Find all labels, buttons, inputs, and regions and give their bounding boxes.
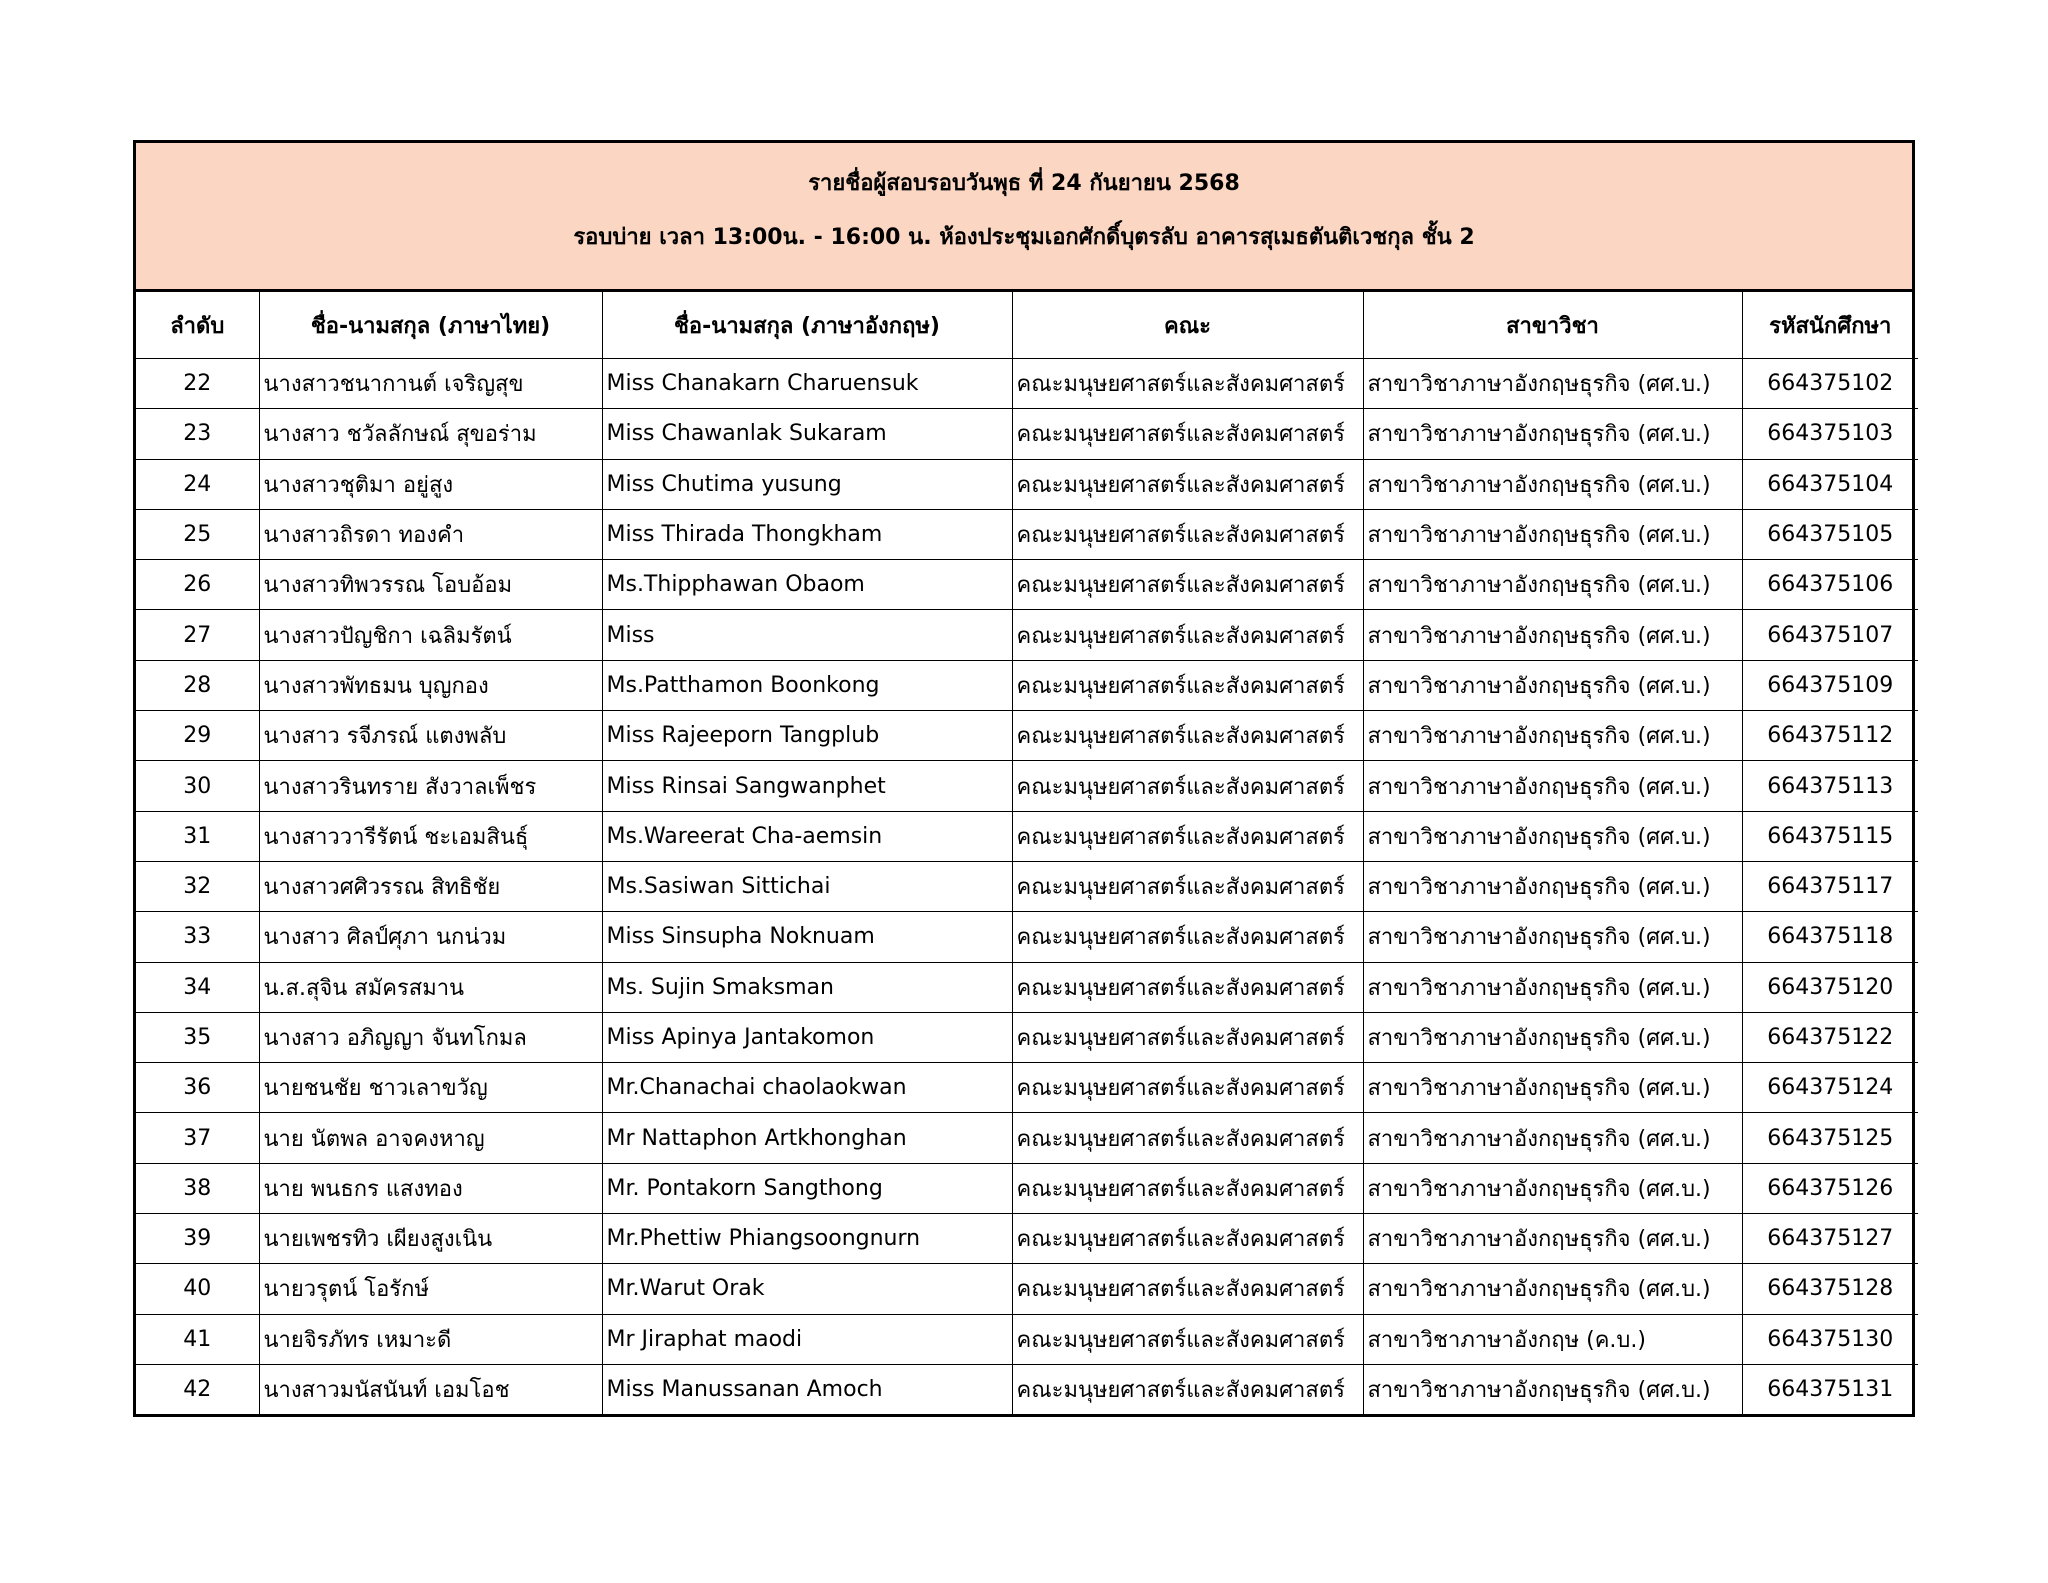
cell-major: สาขาวิชาภาษาอังกฤษธุรกิจ (ศศ.บ.) (1363, 1364, 1742, 1414)
cell-student-id: 664375112 (1742, 711, 1918, 761)
cell-name-th: นางสาว รจีภรณ์ แตงพลับ (259, 711, 602, 761)
cell-name-en: Mr Jiraphat maodi (602, 1314, 1012, 1364)
cell-no: 26 (136, 560, 259, 610)
cell-faculty: คณะมนุษยศาสตร์และสังคมศาสตร์ (1012, 711, 1363, 761)
cell-major: สาขาวิชาภาษาอังกฤษธุรกิจ (ศศ.บ.) (1363, 711, 1742, 761)
cell-name-en: Miss Chutima yusung (602, 459, 1012, 509)
table-row (136, 409, 1918, 459)
cell-name-th: น.ส.สุจิน สมัครสมาน (259, 962, 602, 1012)
cell-student-id: 664375118 (1742, 912, 1918, 962)
cell-name-th: นางสาวปัญชิกา เฉลิมรัตน์ (259, 610, 602, 660)
cell-no: 30 (136, 761, 259, 811)
cell-name-th: นางสาว ศิลป์ศุภา นกน่วม (259, 912, 602, 962)
cell-name-en: Mr Nattaphon Artkhonghan (602, 1113, 1012, 1163)
cell-faculty: คณะมนุษยศาสตร์และสังคมศาสตร์ (1012, 761, 1363, 811)
cell-major: สาขาวิชาภาษาอังกฤษธุรกิจ (ศศ.บ.) (1363, 962, 1742, 1012)
cell-major: สาขาวิชาภาษาอังกฤษธุรกิจ (ศศ.บ.) (1363, 1113, 1742, 1163)
cell-no: 42 (136, 1364, 259, 1414)
cell-name-th: นางสาวชุติมา อยู่สูง (259, 459, 602, 509)
cell-no: 36 (136, 1063, 259, 1113)
cell-faculty: คณะมนุษยศาสตร์และสังคมศาสตร์ (1012, 1163, 1363, 1213)
cell-faculty: คณะมนุษยศาสตร์และสังคมศาสตร์ (1012, 1214, 1363, 1264)
cell-student-id: 664375122 (1742, 1012, 1918, 1062)
table-row (136, 1163, 1918, 1213)
cell-major: สาขาวิชาภาษาอังกฤษธุรกิจ (ศศ.บ.) (1363, 861, 1742, 911)
table-row (136, 1113, 1918, 1163)
exam-date-title: รายชื่อผู้สอบรอบวันพุธ ที่ 24 กันยายน 2568 (808, 171, 1240, 196)
cell-name-th: นางสาวชนากานต์ เจริญสุข (259, 359, 602, 409)
roster-table (136, 292, 1918, 1414)
cell-no: 41 (136, 1314, 259, 1364)
cell-name-th: นาย นัตพล อาจคงหาญ (259, 1113, 602, 1163)
table-row (136, 761, 1918, 811)
cell-faculty: คณะมนุษยศาสตร์และสังคมศาสตร์ (1012, 1364, 1363, 1414)
cell-faculty: คณะมนุษยศาสตร์และสังคมศาสตร์ (1012, 660, 1363, 710)
header-no: ลำดับ (136, 292, 259, 359)
cell-faculty: คณะมนุษยศาสตร์และสังคมศาสตร์ (1012, 811, 1363, 861)
cell-name-en: Miss Sinsupha Noknuam (602, 912, 1012, 962)
cell-name-th: นายวรุตน์ โอรักษ์ (259, 1264, 602, 1314)
cell-major: สาขาวิชาภาษาอังกฤษธุรกิจ (ศศ.บ.) (1363, 761, 1742, 811)
cell-no: 40 (136, 1264, 259, 1314)
cell-name-en: Ms.Wareerat Cha-aemsin (602, 811, 1012, 861)
cell-no: 28 (136, 660, 259, 710)
cell-student-id: 664375125 (1742, 1113, 1918, 1163)
cell-major: สาขาวิชาภาษาอังกฤษธุรกิจ (ศศ.บ.) (1363, 610, 1742, 660)
cell-no: 29 (136, 711, 259, 761)
cell-student-id: 664375113 (1742, 761, 1918, 811)
cell-name-en: Miss Thirada Thongkham (602, 509, 1012, 559)
header-student-id: รหัสนักศึกษา (1742, 292, 1918, 359)
table-row (136, 912, 1918, 962)
cell-name-en: Miss Rinsai Sangwanphet (602, 761, 1012, 811)
cell-major: สาขาวิชาภาษาอังกฤษธุรกิจ (ศศ.บ.) (1363, 409, 1742, 459)
exam-session-title: รอบบ่าย เวลา 13:00น. - 16:00 น. ห้องประชุมเอกศักดิ์บุตรลับ อาคารสุเมธตันติเวชกุล ชั้น 2 (573, 225, 1475, 250)
cell-name-en: Miss Chawanlak Sukaram (602, 409, 1012, 459)
cell-faculty: คณะมนุษยศาสตร์และสังคมศาสตร์ (1012, 1063, 1363, 1113)
table-row (136, 1012, 1918, 1062)
header-name-en: ชื่อ-นามสกุล (ภาษาอังกฤษ) (602, 292, 1012, 359)
cell-faculty: คณะมนุษยศาสตร์และสังคมศาสตร์ (1012, 962, 1363, 1012)
cell-student-id: 664375115 (1742, 811, 1918, 861)
cell-student-id: 664375105 (1742, 509, 1918, 559)
cell-student-id: 664375107 (1742, 610, 1918, 660)
cell-major: สาขาวิชาภาษาอังกฤษธุรกิจ (ศศ.บ.) (1363, 1063, 1742, 1113)
table-row (136, 962, 1918, 1012)
cell-faculty: คณะมนุษยศาสตร์และสังคมศาสตร์ (1012, 409, 1363, 459)
table-row (136, 1364, 1918, 1414)
cell-name-th: นางสาว อภิญญา จันทโกมล (259, 1012, 602, 1062)
cell-name-en: Miss Chanakarn Charuensuk (602, 359, 1012, 409)
cell-faculty: คณะมนุษยศาสตร์และสังคมศาสตร์ (1012, 560, 1363, 610)
cell-no: 25 (136, 509, 259, 559)
cell-student-id: 664375124 (1742, 1063, 1918, 1113)
table-row (136, 1214, 1918, 1264)
cell-name-th: นางสาวรินทราย สังวาลเพ็ชร (259, 761, 602, 811)
cell-no: 35 (136, 1012, 259, 1062)
cell-faculty: คณะมนุษยศาสตร์และสังคมศาสตร์ (1012, 1314, 1363, 1364)
header-name-th: ชื่อ-นามสกุล (ภาษาไทย) (259, 292, 602, 359)
cell-major: สาขาวิชาภาษาอังกฤษธุรกิจ (ศศ.บ.) (1363, 912, 1742, 962)
cell-name-th: นางสาวพัทธมน บุญกอง (259, 660, 602, 710)
cell-no: 34 (136, 962, 259, 1012)
roster-body (136, 359, 1918, 1415)
table-row (136, 1264, 1918, 1314)
cell-no: 24 (136, 459, 259, 509)
cell-faculty: คณะมนุษยศาสตร์และสังคมศาสตร์ (1012, 861, 1363, 911)
cell-no: 38 (136, 1163, 259, 1213)
cell-name-th: นางสาว ชวัลลักษณ์ สุขอร่าม (259, 409, 602, 459)
cell-student-id: 664375106 (1742, 560, 1918, 610)
header-row (136, 292, 1918, 359)
cell-faculty: คณะมนุษยศาสตร์และสังคมศาสตร์ (1012, 509, 1363, 559)
cell-major: สาขาวิชาภาษาอังกฤษธุรกิจ (ศศ.บ.) (1363, 1264, 1742, 1314)
cell-faculty: คณะมนุษยศาสตร์และสังคมศาสตร์ (1012, 359, 1363, 409)
table-row (136, 811, 1918, 861)
cell-major: สาขาวิชาภาษาอังกฤษธุรกิจ (ศศ.บ.) (1363, 560, 1742, 610)
cell-student-id: 664375130 (1742, 1314, 1918, 1364)
cell-student-id: 664375102 (1742, 359, 1918, 409)
cell-student-id: 664375104 (1742, 459, 1918, 509)
exam-roster-sheet (133, 140, 1915, 1417)
table-row (136, 459, 1918, 509)
table-row (136, 610, 1918, 660)
cell-student-id: 664375120 (1742, 962, 1918, 1012)
cell-major: สาขาวิชาภาษาอังกฤษธุรกิจ (ศศ.บ.) (1363, 509, 1742, 559)
table-row (136, 1063, 1918, 1113)
cell-name-th: นางสาวศศิวรรณ สิทธิชัย (259, 861, 602, 911)
cell-student-id: 664375103 (1742, 409, 1918, 459)
cell-name-en: Mr. Pontakorn Sangthong (602, 1163, 1012, 1213)
cell-student-id: 664375131 (1742, 1364, 1918, 1414)
cell-faculty: คณะมนุษยศาสตร์และสังคมศาสตร์ (1012, 1113, 1363, 1163)
cell-major: สาขาวิชาภาษาอังกฤษ (ค.บ.) (1363, 1314, 1742, 1364)
cell-student-id: 664375127 (1742, 1214, 1918, 1264)
cell-name-en: Miss Rajeeporn Tangplub (602, 711, 1012, 761)
table-row (136, 509, 1918, 559)
cell-major: สาขาวิชาภาษาอังกฤษธุรกิจ (ศศ.บ.) (1363, 1012, 1742, 1062)
cell-faculty: คณะมนุษยศาสตร์และสังคมศาสตร์ (1012, 610, 1363, 660)
cell-name-en: Miss (602, 610, 1012, 660)
cell-no: 23 (136, 409, 259, 459)
cell-name-th: นาย พนธกร แสงทอง (259, 1163, 602, 1213)
cell-student-id: 664375126 (1742, 1163, 1918, 1213)
cell-student-id: 664375109 (1742, 660, 1918, 710)
table-row (136, 711, 1918, 761)
cell-name-en: Miss Manussanan Amoch (602, 1364, 1012, 1414)
cell-name-en: Mr.Warut Orak (602, 1264, 1012, 1314)
cell-no: 27 (136, 610, 259, 660)
cell-name-en: Mr.Phettiw Phiangsoongnurn (602, 1214, 1012, 1264)
cell-student-id: 664375117 (1742, 861, 1918, 911)
cell-no: 31 (136, 811, 259, 861)
cell-student-id: 664375128 (1742, 1264, 1918, 1314)
cell-name-en: Miss Apinya Jantakomon (602, 1012, 1012, 1062)
cell-name-th: นางสาวมนัสนันท์ เอมโอช (259, 1364, 602, 1414)
cell-faculty: คณะมนุษยศาสตร์และสังคมศาสตร์ (1012, 1264, 1363, 1314)
cell-major: สาขาวิชาภาษาอังกฤษธุรกิจ (ศศ.บ.) (1363, 359, 1742, 409)
table-row (136, 1314, 1918, 1364)
cell-name-th: นายชนชัย ชาวเลาขวัญ (259, 1063, 602, 1113)
cell-major: สาขาวิชาภาษาอังกฤษธุรกิจ (ศศ.บ.) (1363, 459, 1742, 509)
cell-name-th: นางสาวถิรดา ทองคำ (259, 509, 602, 559)
cell-faculty: คณะมนุษยศาสตร์และสังคมศาสตร์ (1012, 1012, 1363, 1062)
cell-name-en: Ms.Patthamon Boonkong (602, 660, 1012, 710)
cell-no: 33 (136, 912, 259, 962)
cell-no: 22 (136, 359, 259, 409)
cell-name-th: นายจิรภัทร เหมาะดี (259, 1314, 602, 1364)
title-box (136, 143, 1912, 292)
cell-no: 37 (136, 1113, 259, 1163)
header-major: สาขาวิชา (1363, 292, 1742, 359)
cell-faculty: คณะมนุษยศาสตร์และสังคมศาสตร์ (1012, 912, 1363, 962)
cell-name-en: Ms. Sujin Smaksman (602, 962, 1012, 1012)
cell-no: 32 (136, 861, 259, 911)
table-row (136, 560, 1918, 610)
cell-faculty: คณะมนุษยศาสตร์และสังคมศาสตร์ (1012, 459, 1363, 509)
cell-name-th: นางสาววารีรัตน์ ชะเอมสินธุ์ (259, 811, 602, 861)
table-row (136, 660, 1918, 710)
cell-major: สาขาวิชาภาษาอังกฤษธุรกิจ (ศศ.บ.) (1363, 1163, 1742, 1213)
cell-name-en: Mr.Chanachai chaolaokwan (602, 1063, 1012, 1113)
cell-major: สาขาวิชาภาษาอังกฤษธุรกิจ (ศศ.บ.) (1363, 1214, 1742, 1264)
cell-name-th: นายเพชรทิว เผียงสูงเนิน (259, 1214, 602, 1264)
cell-no: 39 (136, 1214, 259, 1264)
table-row (136, 861, 1918, 911)
table-row (136, 359, 1918, 409)
cell-name-en: Ms.Thipphawan Obaom (602, 560, 1012, 610)
cell-major: สาขาวิชาภาษาอังกฤษธุรกิจ (ศศ.บ.) (1363, 660, 1742, 710)
cell-name-th: นางสาวทิพวรรณ โอบอ้อม (259, 560, 602, 610)
cell-name-en: Ms.Sasiwan Sittichai (602, 861, 1012, 911)
cell-major: สาขาวิชาภาษาอังกฤษธุรกิจ (ศศ.บ.) (1363, 811, 1742, 861)
header-faculty: คณะ (1012, 292, 1363, 359)
